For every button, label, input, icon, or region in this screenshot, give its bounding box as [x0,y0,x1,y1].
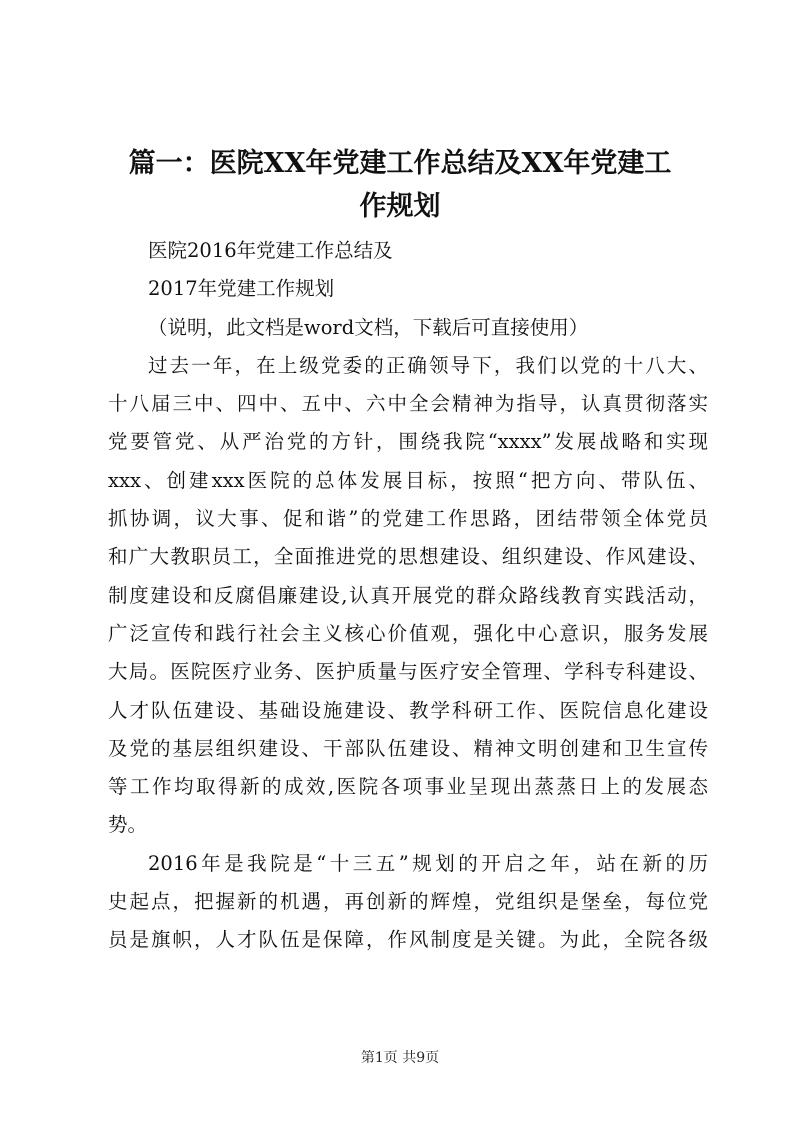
paragraph-1-line: 和广大教职员工，全面推进党的思想建设、组织建设、作风建设、 [108,545,708,569]
paragraph-1-line: 广泛宣传和践行社会主义核心价值观，强化中心意识，服务发展 [108,621,708,645]
title-line-2: 作规划 [359,191,441,222]
note-line: （说明，此文档是word文档，下载后可直接使用） [148,315,589,339]
paragraph-2-line: 史起点，把握新的机遇，再创新的辉煌，党组织是堡垒，每位党 [108,890,708,914]
page-number-footer: 第1页 共9页 [360,1050,440,1066]
paragraph-1-line: 过去一年，在上级党委的正确领导下，我们以党的十八大、 [148,353,708,377]
paragraph-1-line: 大局。医院医疗业务、医护质量与医疗安全管理、学科专科建设、 [108,660,708,684]
paragraph-1-line: 抓协调，议大事、促和谐”的党建工作思路，团结带领全体党员 [108,507,708,531]
paragraph-1-line: 人才队伍建设、基础设施建设、教学科研工作、医院信息化建设 [108,698,708,722]
paragraph-1-line: 党要管党、从严治党的方针，围绕我院“xxxx”发展战略和实现 [108,430,708,454]
paragraph-1-line: 等工作均取得新的成效,医院各项事业呈现出蒸蒸日上的发展态 [108,775,708,799]
paragraph-2-line: 员是旗帜，人才队伍是保障，作风制度是关键。为此，全院各级 [108,928,708,952]
subtitle-line-2: 2017年党建工作规划 [148,277,335,301]
paragraph-1-line: xxx、创建xxx医院的总体发展目标，按照“把方向、带队伍、 [108,468,708,492]
paragraph-1-line: 十八届三中、四中、五中、六中全会精神为指导，认真贯彻落实 [108,392,708,416]
paragraph-1-line: 制度建设和反腐倡廉建设,认真开展党的群众路线教育实践活动， [108,583,708,607]
paragraph-1-line: 及党的基层组织建设、干部队伍建设、精神文明创建和卫生宣传 [108,736,708,760]
document-title [100,142,700,228]
paragraph-1-line: 势。 [108,813,148,837]
title-line-1: 篇一：医院XX年党建工作总结及XX年党建工 [128,148,672,179]
subtitle-line-1: 医院2016年党建工作总结及 [148,239,393,262]
document-body [108,232,708,960]
paragraph-2-line: 2016年是我院是“十三五”规划的开启之年，站在新的历 [148,851,708,875]
